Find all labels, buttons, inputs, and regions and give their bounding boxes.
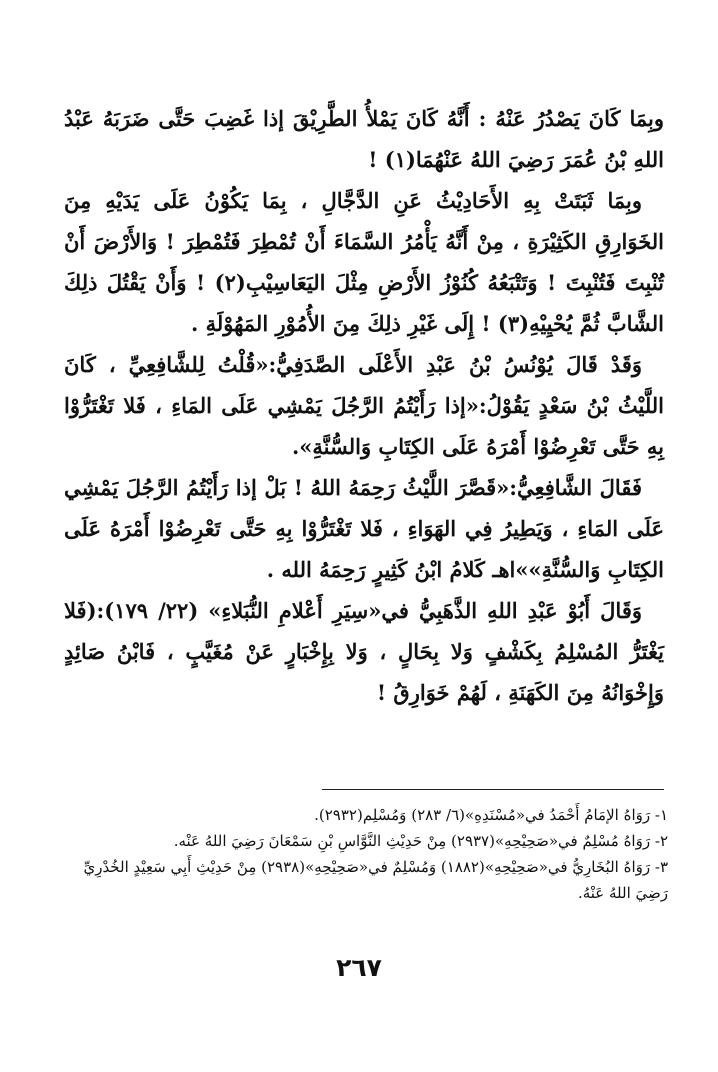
paragraph: وبِمَا ثَبَتَتْ بِهِ الأَحَادِيْثُ عَنِ الدَّجَّالِ ، بِمَا يَكُوْنُ عَلَى يَدَيْهِ مِنَ الخَوَارِقِ الكَثِيْرَةِ ، مِنْ أَنَّهُ يَأْمُرُ السَّمَاءَ أَنْ تُمْطِرَ فَتُمْطِرَ ! وَالأَرْضَ أَنْ تُنْبِتَ فَتُنْبِتَ ! وَتَتْبَعُهُ كُنُوْزُ الأَرْضِ مِثْلَ اليَعَاسِيْبِ(٢) ! وَأَنْ يَقْتُلَ ذلِكَ الشَّابَّ ثُمَّ يُحْيِيْهِ(٣) ! إِلَى غَيْرِ ذلِكَ مِنَ الأُمُوْرِ المَهُوْلَةِ . xyxy=(64,188,665,336)
paragraph: وَقَدْ قَالَ يُوْنُسُ بْنُ عَبْدِ الأَعْلَى الصَّدَفِيُّ:«قُلْتُ لِلشَّافِعِيِّ ، كَانَ اللَّيْثُ بْنُ سَعْدٍ يَقُوْلُ:«إذا رَأَيْتُمُ الرَّجُلَ يَمْشِي عَلَى المَاءِ ، فَلا تَغْتَرُّوْا بِهِ حَتَّى تَعْرِضُوْا أَمْرَهُ عَلَى الكِتَابِ وَالسُّنَّةِ». xyxy=(64,352,664,459)
footnote-divider xyxy=(322,789,664,790)
main-text xyxy=(64,98,664,713)
footnote: ٣- رَوَاهُ البُخَارِيُّ في«صَحِيْحِهِ»(١٨٨٢) وَمُسْلِمٌ في«صَحِيْحِهِ»(٢٩٣٨) مِنْ حَدِيْثِ أَبِي سَعِيْدٍ الخُدْرِيِّ رَضِيَ اللهُ عَنْهُ. xyxy=(83,858,668,902)
page-number: ٢٦٧ xyxy=(336,953,382,982)
footnote: ٢- رَوَاهُ مُسْلِمٌ في«صَحِيْحِهِ»(٢٩٣٧) مِنْ حَدِيْثِ النَّوَّاسِ بْنِ سَمْعَانَ رَضِيَ اللهُ عَنْه. xyxy=(173,832,668,850)
paragraph: وبِمَا كَانَ يَصْدُرُ عَنْهُ : أَنَّهُ كَانَ يَمْلأُ الطَّرِيْقَ إذا غَضِبَ حَتَّى ضَرَبَهُ عَبْدُ اللهِ بْنُ عُمَرَ رَضِيَ اللهُ عَنْهُمَا(١) ! xyxy=(64,106,664,172)
footnote: ١- رَوَاهُ الإمَامُ أَحْمَدُ في«مُسْنَدِهِ»(٦/ ٢٨٣) وَمُسْلِم(٢٩٣٢). xyxy=(314,806,668,824)
paragraph: فَقَالَ الشَّافِعِيُّ:«قَصَّرَ اللَّيْثُ رَحِمَهُ اللهُ ! بَلْ إذا رَأَيْتُمُ الرَّجُلَ يَمْشِي عَلَى المَاءِ ، وَيَطِيرُ فِي الهَوَاءِ ، فَلا تَغْتَرُّوْا بِهِ حَتَّى تَعْرِضُوْا أَمْرَهُ عَلَى الكِتَابِ وَالسُّنَّةِ»»اهـ كَلامُ ابْنُ كَثِيرٍ رَحِمَهُ الله . xyxy=(64,475,664,582)
footnotes xyxy=(64,802,668,906)
paragraph: وَقَالَ أَبُوْ عَبْدِ اللهِ الذَّهَبِيُّ في«سِيَرِ أَعْلامِ النُّبَلاءِ» (٢٢/ ١٧٩):(فَلا يَغْتَرُّ المُسْلِمُ بِكَشْفٍ وَلا بِحَالٍ ، وَلا بِإِخْبَارٍ عَنْ مُغَيَّبٍ ، فَابْنُ صَائِدٍ وَإِخْوَانُهُ مِنَ الكَهَنَةِ ، لَهُمْ خَوَارِقُ ! xyxy=(64,598,664,705)
